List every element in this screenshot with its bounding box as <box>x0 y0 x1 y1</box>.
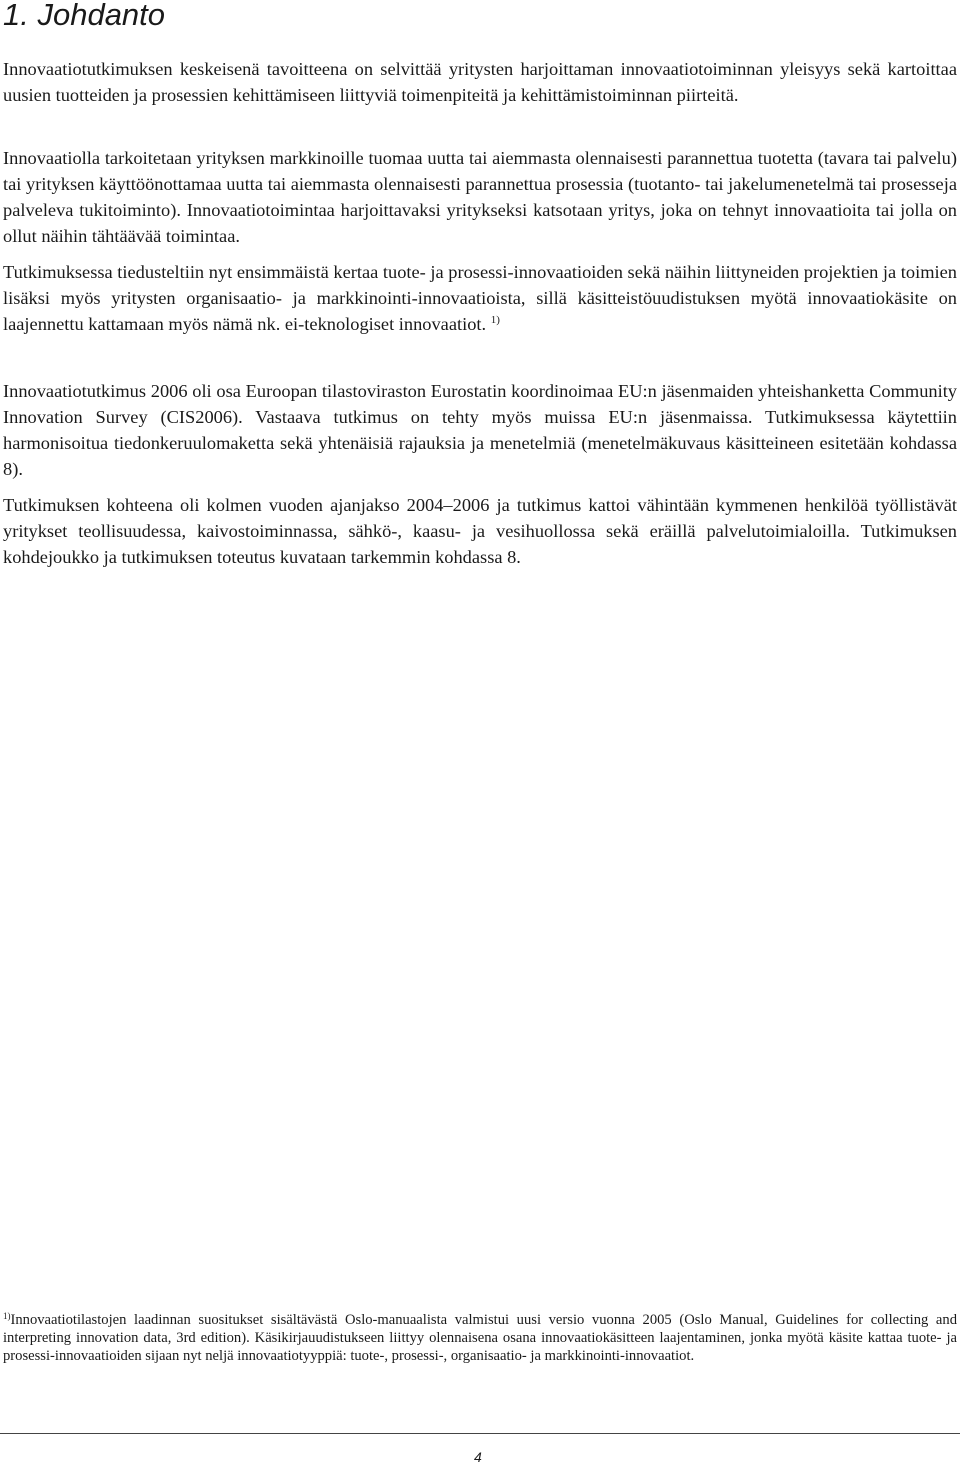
footnote-reference: 1) <box>490 314 500 326</box>
paragraph-intro: Innovaatiotutkimuksen keskeisenä tavoitteena on selvittää yritysten harjoittaman innovaatiotoiminnan yleisyys sekä kartoittaa uusien tuotteiden ja prosessien kehittämiseen liittyviä toimenpiteitä ja kehittämistoiminnan piirteitä. <box>3 59 957 105</box>
footnote-marker: 1) <box>3 1311 11 1321</box>
page-number: 4 <box>474 1449 482 1465</box>
paragraph-text: Tutkimuksessa tiedusteltiin nyt ensimmäistä kertaa tuote- ja prosessi-innovaatioiden sekä näihin liittyneiden projektien ja toimien lisäksi myös yritysten organisaatio- ja markkinointi-innovaatioista, sillä käsitteistöuudistuksen myötä innovaatiokäsite on laajennettu kattamaan myös nämä nk. ei-teknologiset innovaatiot. <box>3 262 957 334</box>
paragraph-cis2006: Innovaatiotutkimus 2006 oli osa Euroopan tilastoviraston Eurostatin koordinoimaa EU:n jäsenmaiden yhteishanketta Community Innovation Survey (CIS2006). Vastaava tutkimus on tehty myös muissa EU:n jäsenmaissa. Tutkimuksessa käytettiin harmonisoitua tiedonkeruulomaketta sekä yhtenäisiä rajauksia ja menetelmiä (menetelmäkuvaus käsitteineen esitetään kohdassa 8). <box>3 381 957 479</box>
footer-divider <box>0 1433 960 1434</box>
footnote-text: Innovaatiotilastojen laadinnan suositukset sisältävästä Oslo-manuaalista valmistui uusi versio vuonna 2005 (Oslo Manual, Guidelines for collecting and interpreting innovation data, 3rd edition). Käsikirjauudistukseen liittyy olennaisena osana innovaatiokäsitteen laajentaminen, jonka myötä käsite kattaa tuote- ja prosessi-innovaatioiden sijaan nyt neljä innovaatiotyyppiä: tuote-, prosessi-, organisaatio- ja markkinointi-innovaatiot. <box>3 1312 957 1364</box>
footnote <box>3 1311 957 1365</box>
paragraph-new-innovation-types <box>3 259 957 337</box>
paragraph-innovation-definition: Innovaatiolla tarkoitetaan yrityksen markkinoille tuomaa uutta tai aiemmasta olennaisesti parannettua tuotetta (tavara tai palvelu) tai yrityksen käyttöönottamaa uutta tai aiemmasta olennaisesti parannettua prosessia (tuotanto- tai jakelumenetelmä tai prosesseja palveleva tukitoiminto). Innovaatiotoimintaa harjoittavaksi yritykseksi katsotaan yritys, joka on tehnyt innovaatioita tai jolla on ollut näihin tähtäävää toimintaa. <box>3 148 957 246</box>
paragraph-survey-scope: Tutkimuksen kohteena oli kolmen vuoden ajanjakso 2004–2006 ja tutkimus kattoi vähintään kymmenen henkilöä työllistävät yritykset teollisuudessa, kaivostoiminnassa, sähkö-, kaasu- ja vesihuollossa sekä eräillä palvelutoimialoilla. Tutkimuksen kohdejoukko ja tutkimuksen toteutus kuvataan tarkemmin kohdassa 8. <box>3 495 957 567</box>
page-heading: 1. Johdanto <box>3 0 166 32</box>
